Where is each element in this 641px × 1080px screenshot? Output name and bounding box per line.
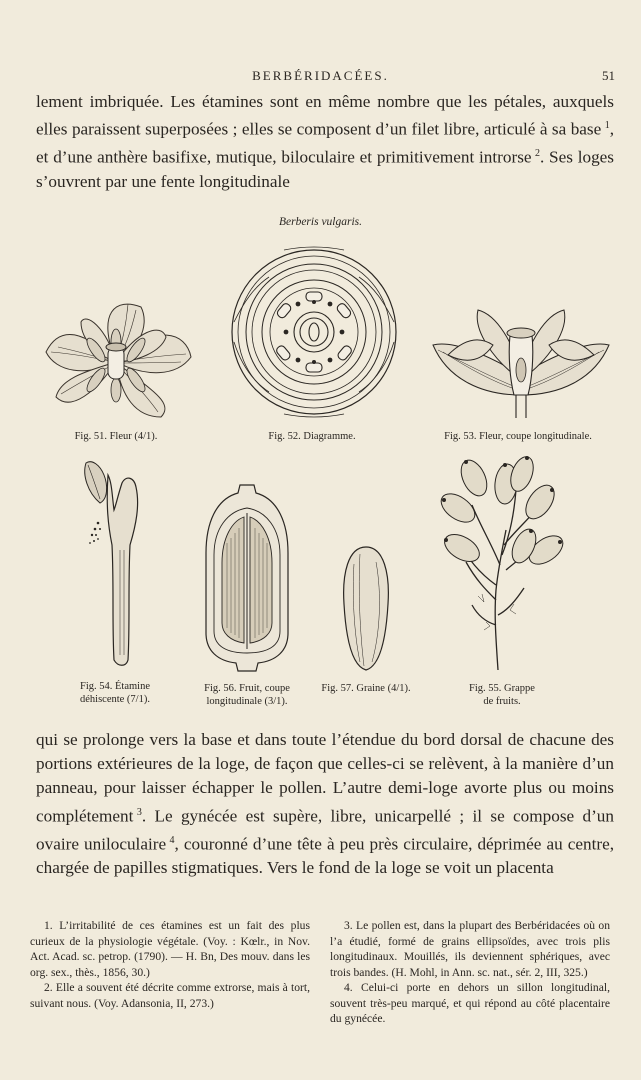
figure-heading: Berberis vulgaris. (278, 216, 363, 228)
text-segment: . Ses loges s’ouvrent par une fente longitudinale (36, 147, 614, 192)
caption-line: Fig. 56. Fruit, coupe (204, 683, 290, 694)
fig57-seed-illustration (340, 544, 392, 674)
fig53-longitudinal-section-illustration (428, 300, 614, 420)
running-title: BERBÉRIDACÉES. (252, 68, 389, 83)
footnote-ref: 4 (169, 834, 175, 846)
footnote-ref: 2 (534, 148, 540, 160)
fig56-fruit-section-illustration (200, 483, 294, 673)
caption-line: de fruits. (483, 696, 521, 707)
text-segment: lement imbriquée. Les étamines sont en même nombre que les pétales, auxquels elles paraissent superposées ; elles se composent d’un filet libre, articulé à sa base (36, 92, 614, 139)
footnote-1: 1. L’irritabilité de ces étamines est un fait des plus curieux de la physiologie végétale. (Voy. : Kœlr., in Nov. Act. Acad. sc. petrop. (1790). — H. Bn, Des mouv. dans les org. sex., thès., 1856, 30.) (30, 919, 310, 979)
fig52-caption: Fig. 52. Diagramme. (268, 431, 356, 442)
footnote-column-left (30, 918, 310, 1011)
caption-line: Fig. 54. Étamine (80, 681, 150, 692)
footnote-ref: 1 (604, 120, 610, 132)
footnote-3: 3. Le pollen est, dans la plupart des Berbéridacées où on l’a étudié, formé de grains ellipsoïdes, avec trois plis longitudinaux. Mouillés, ils deviennent sphériques, avec trois bandes. (H. Mohl, in Ann. sc. nat., sér. 2, III, 325.) (330, 919, 610, 979)
top-paragraph (36, 90, 614, 194)
caption-line: Fig. 55. Grappe (469, 683, 535, 694)
fig56-caption (184, 682, 310, 708)
fig51-caption: Fig. 51. Fleur (4/1). (74, 431, 158, 442)
caption-line: déhiscente (7/1). (80, 694, 150, 705)
fig54-caption (60, 680, 170, 706)
caption-line: longitudinale (3/1). (206, 696, 288, 707)
text-segment: , couronné d’une tête à peu près circulaire, déprimée au centre, chargée de papilles stigmatiques. Vers le fond de la loge se voit un placenta (36, 834, 614, 878)
text-segment: , et d’une anthère basifixe, mutique, biloculaire et primitivement introrse (36, 119, 614, 167)
fig51-flower-illustration (36, 292, 196, 422)
footnote-2: 2. Elle a souvent été décrite comme extrorse, mais à tort, suivant nous. (Voy. Adansonia, II, 273.) (30, 981, 310, 1010)
text-segment: qui se prolonge vers la base et dans toute l’étendue du bord dorsal de chacune des portions extérieures de la loge, de façon que celles-ci se relèvent, à la manière d’un panneau, pour laisser échapper le pollen. L’autre demi-loge avorte plus ou moins complétement (36, 730, 614, 826)
footnote-ref: 3 (136, 806, 142, 818)
fig55-fruit-cluster-illustration (432, 450, 572, 672)
fig53-caption: Fig. 53. Fleur, coupe longitudinale. (444, 431, 592, 442)
footnote-4: 4. Celui-ci porte en dehors un sillon longitudinal, souvent très-peu marqué, et qui répond au côté placentaire du gynécée. (330, 981, 610, 1025)
bottom-paragraph (36, 728, 614, 881)
page-number: 51 (602, 68, 615, 83)
running-head (0, 66, 641, 86)
text-segment: . Le gynécée est supère, libre, unicarpellé ; il se compose d’un ovaire uniloculaire (36, 806, 614, 854)
fig55-caption (440, 682, 564, 708)
footnote-column-right (330, 918, 610, 1027)
fig54-stamen-illustration (78, 455, 148, 670)
fig52-floral-diagram (224, 242, 404, 418)
fig57-caption: Fig. 57. Graine (4/1). (321, 683, 411, 694)
